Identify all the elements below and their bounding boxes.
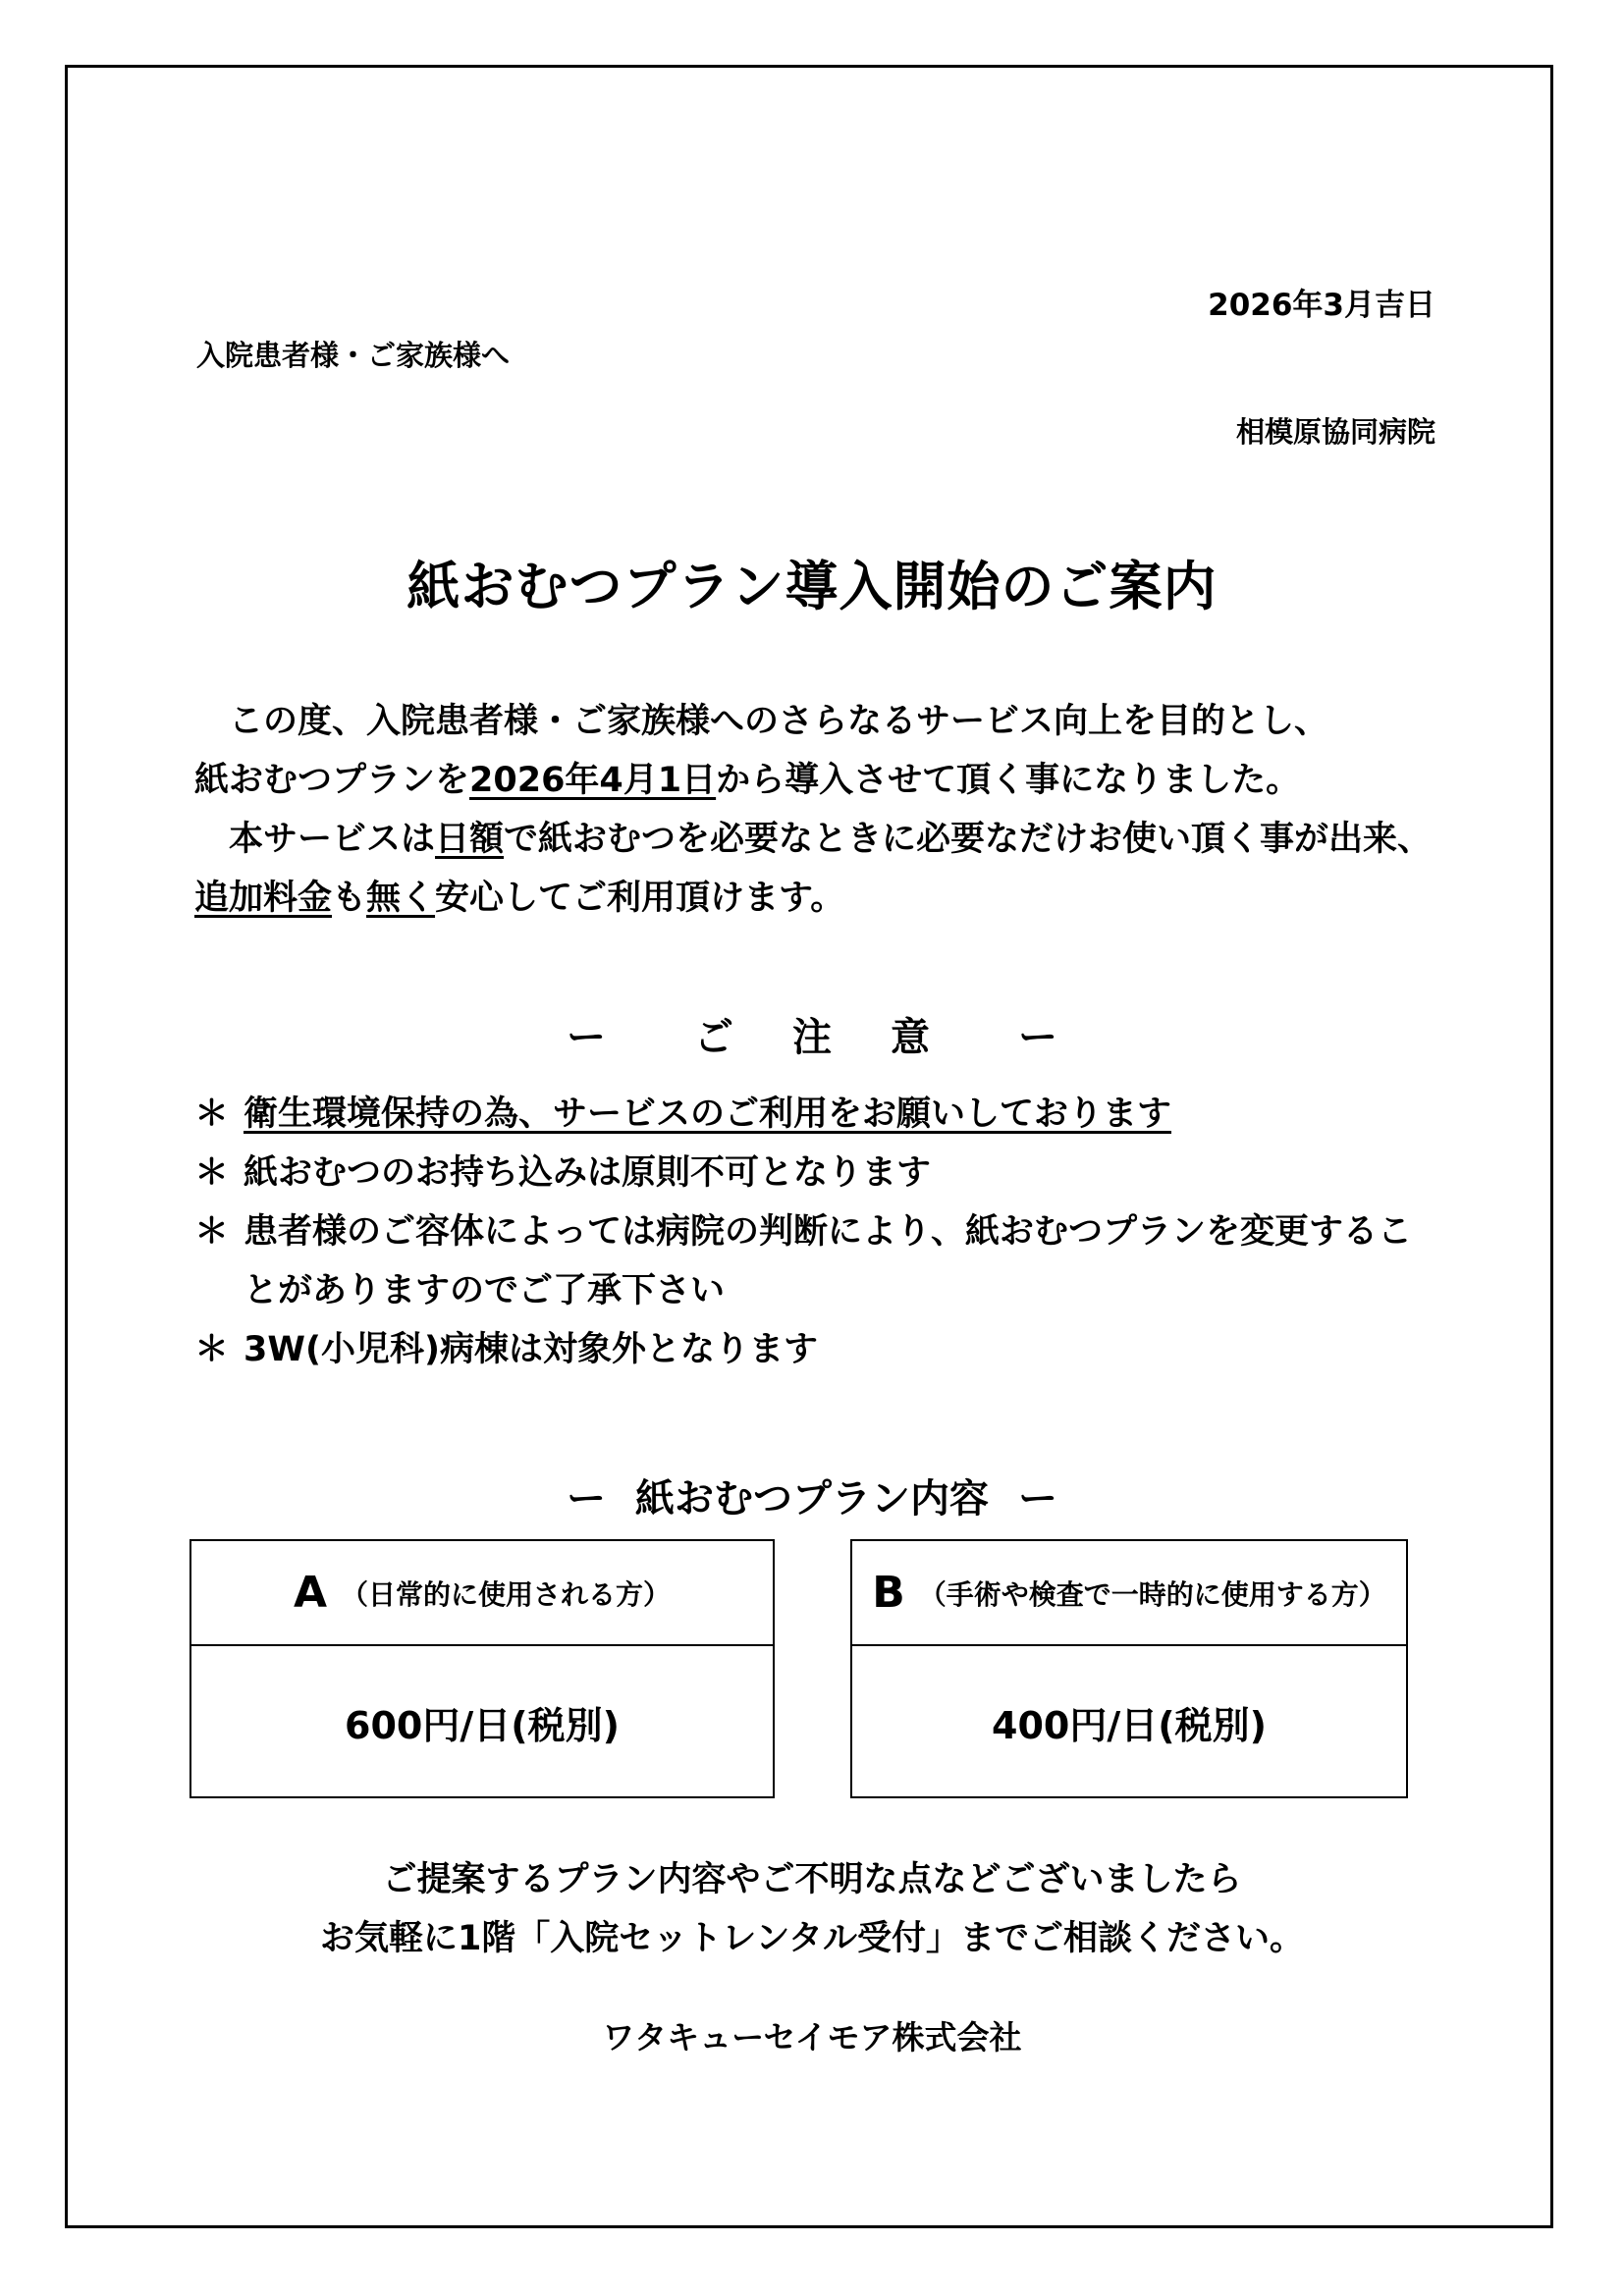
caution-item-text: 3W(小児科)病棟は対象外となります: [244, 1330, 818, 1369]
none-term: 無く: [366, 879, 436, 918]
caution-item-text: 衛生環境保持の為、サービスのご利用をお願いしております: [244, 1095, 1172, 1134]
intro-line-1-text: この度、入院患者様・ご家族様へのさらなるサービス向上を目的とし、: [229, 702, 1329, 741]
extra-fee-term: 追加料金: [194, 879, 333, 918]
intro-line-2-post: から導入させて頂く事になりました。: [716, 761, 1301, 800]
intro-line-3: [194, 810, 1432, 869]
intro-line-2: [194, 751, 1432, 810]
caution-list: [194, 1085, 1412, 1379]
page-title: 紙おむつプラン導入開始のご案内: [406, 556, 1218, 617]
caution-item: [194, 1085, 1412, 1144]
intro-line-4: [194, 869, 1432, 928]
asterisk-icon: ＊: [194, 1153, 230, 1193]
asterisk-icon: ＊: [194, 1095, 230, 1134]
plan-b-description: （手術や検査で一時的に使用する方）: [918, 1577, 1386, 1611]
sender: 相模原協同病院: [1235, 415, 1435, 449]
intro-paragraph: [194, 692, 1432, 928]
plan-b-box: [850, 1539, 1408, 1798]
asterisk-icon: ＊: [194, 1212, 230, 1252]
plan-dash-left: ー: [567, 1476, 606, 1522]
plan-heading: [0, 1468, 1624, 1523]
start-date: 2026年4月1日: [469, 761, 717, 800]
caution-item-text: 患者様のご容体によっては病院の判断により、紙おむつプランを変更するこ: [244, 1212, 1413, 1252]
plan-a-description: （日常的に使用される方）: [341, 1577, 672, 1611]
plan-a-code: A: [293, 1568, 328, 1618]
caution-item: [194, 1144, 1412, 1202]
plan-b-code: B: [872, 1568, 905, 1618]
plan-a-price: 600円/日(税別): [345, 1704, 620, 1747]
plan-b-header: [852, 1541, 1406, 1646]
intro-line-3-pre: 本サービスは: [229, 820, 436, 859]
closing-message: [0, 1850, 1624, 1968]
issue-date: 2026年3月吉日: [1208, 288, 1435, 323]
plan-a-header: [191, 1541, 773, 1646]
closing-line-2: お気軽に1階「入院セットレンタル受付」までご相談ください。: [319, 1919, 1305, 1958]
plan-b-price: 400円/日(税別): [992, 1704, 1267, 1747]
caution-item-text: 紙おむつのお持ち込みは原則不可となります: [244, 1153, 932, 1193]
daily-rate-term: 日額: [435, 820, 505, 859]
caution-char-3: 意: [891, 1015, 930, 1060]
intro-line-3-post: で紙おむつを必要なときに必要なだけお使い頂く事が出来、: [504, 820, 1433, 859]
plan-a-box: [189, 1539, 775, 1798]
plan-dash-right: ー: [1018, 1476, 1057, 1522]
caution-char-2: 注: [792, 1015, 832, 1060]
recipient: 入院患者様・ご家族様へ: [196, 339, 511, 372]
intro-line-4-post: 安心してご利用頂けます。: [435, 879, 845, 918]
company-name: ワタキューセイモア株式会社: [602, 2018, 1022, 2056]
plan-heading-text: 紙おむつプラン内容: [635, 1476, 989, 1522]
asterisk-icon: ＊: [194, 1330, 230, 1369]
intro-line-1: [194, 692, 1432, 751]
caution-dash-right: ー: [1018, 1015, 1057, 1060]
caution-heading: [0, 1006, 1624, 1062]
caution-char-1: ご: [694, 1015, 733, 1060]
intro-line-4-mid: も: [332, 879, 367, 918]
intro-line-2-pre: 紙おむつプランを: [194, 761, 470, 800]
caution-item-continuation: とがありますのでご了承下さい: [244, 1271, 726, 1310]
caution-item: [194, 1202, 1412, 1261]
closing-line-1: ご提案するプラン内容やご不明な点などございましたら: [382, 1860, 1242, 1899]
caution-item: [194, 1320, 1412, 1379]
caution-dash-left: ー: [567, 1015, 606, 1060]
